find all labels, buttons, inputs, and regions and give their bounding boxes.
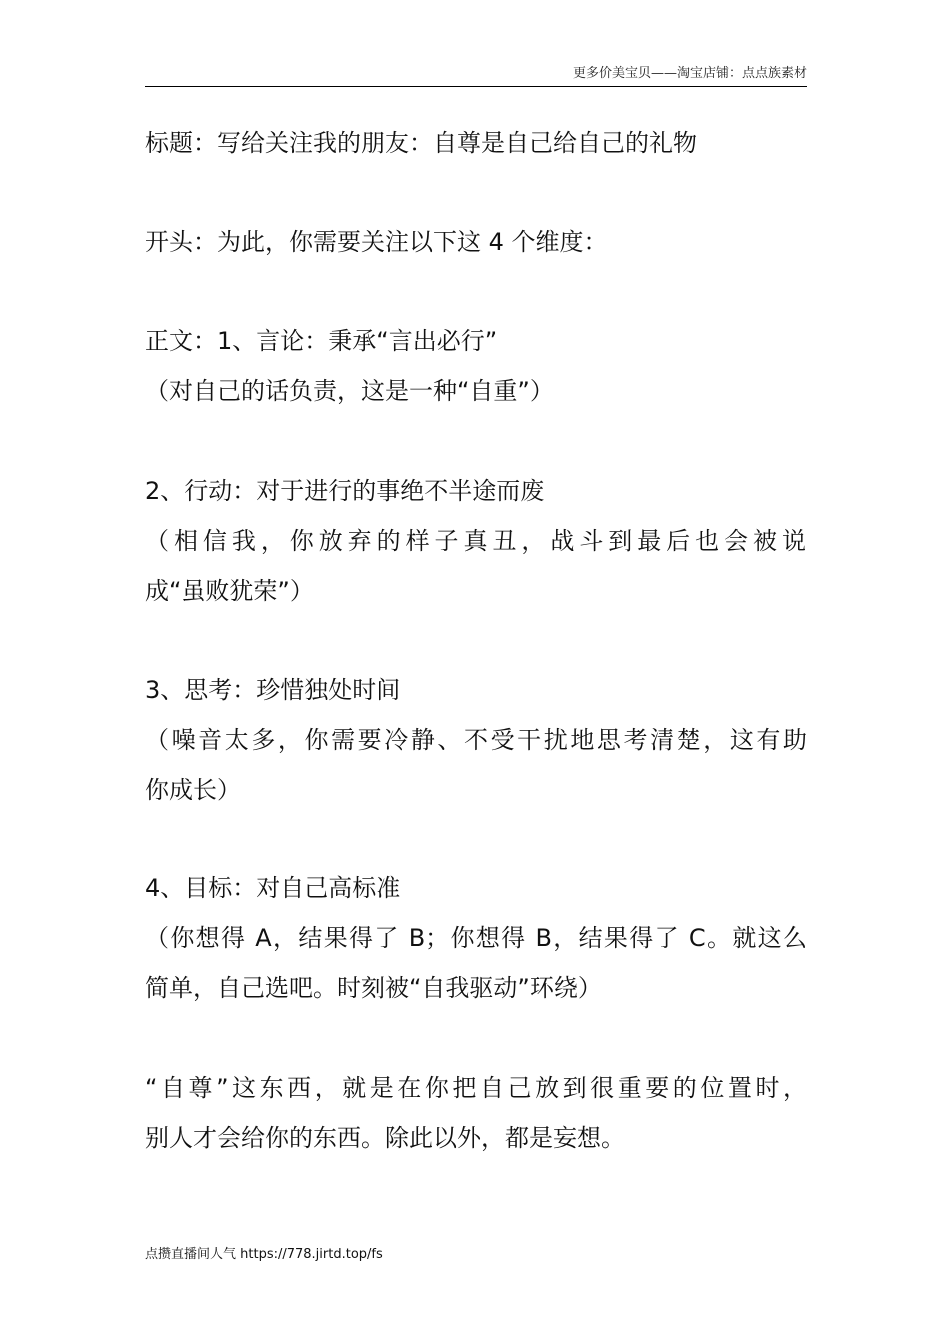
section-3-note-line1: （噪音太多，你需要冷静、不受干扰地思考清楚，这有助 xyxy=(145,726,807,754)
section-1-note: （对自己的话负责，这是一种“自重”） xyxy=(145,377,554,405)
section-4-note-line2: 简单，自己选吧。时刻被“自我驱动”环绕） xyxy=(145,974,602,1002)
section-4-note-line1: （你想得 A，结果得了 B；你想得 B，结果得了 C。就这么 xyxy=(145,924,807,952)
conclusion-line2: 别人才会给你的东西。除此以外，都是妄想。 xyxy=(145,1124,625,1152)
section-1-heading: 正文：1、言论：秉承“言出必行” xyxy=(145,327,498,355)
section-4 xyxy=(145,863,807,1013)
conclusion xyxy=(145,1063,807,1163)
article-title xyxy=(145,118,807,168)
title-text: 标题：写给关注我的朋友：自尊是自己给自己的礼物 xyxy=(145,129,697,157)
page-footer: 点攒直播间人气 https://778.jirtd.top/fs xyxy=(145,1247,383,1262)
article-intro xyxy=(145,217,807,267)
section-2-note-line1: （相信我，你放弃的样子真丑，战斗到最后也会被说 xyxy=(145,527,807,555)
section-3 xyxy=(145,665,807,815)
conclusion-line1: “自尊”这东西，就是在你把自己放到很重要的位置时， xyxy=(145,1074,807,1102)
section-2 xyxy=(145,466,807,616)
intro-text: 开头：为此，你需要关注以下这 4 个维度： xyxy=(145,228,608,256)
section-1 xyxy=(145,316,807,416)
header-divider xyxy=(145,86,807,87)
section-2-heading: 2、行动：对于进行的事绝不半途而废 xyxy=(145,477,545,505)
section-3-heading: 3、思考：珍惜独处时间 xyxy=(145,676,401,704)
section-2-note-line2: 成“虽败犹荣”） xyxy=(145,577,314,605)
section-4-heading: 4、目标：对自己高标准 xyxy=(145,874,401,902)
page-header: 更多价美宝贝——淘宝店铺：点点族素材 xyxy=(572,66,807,81)
section-3-note-line2: 你成长） xyxy=(145,776,241,804)
